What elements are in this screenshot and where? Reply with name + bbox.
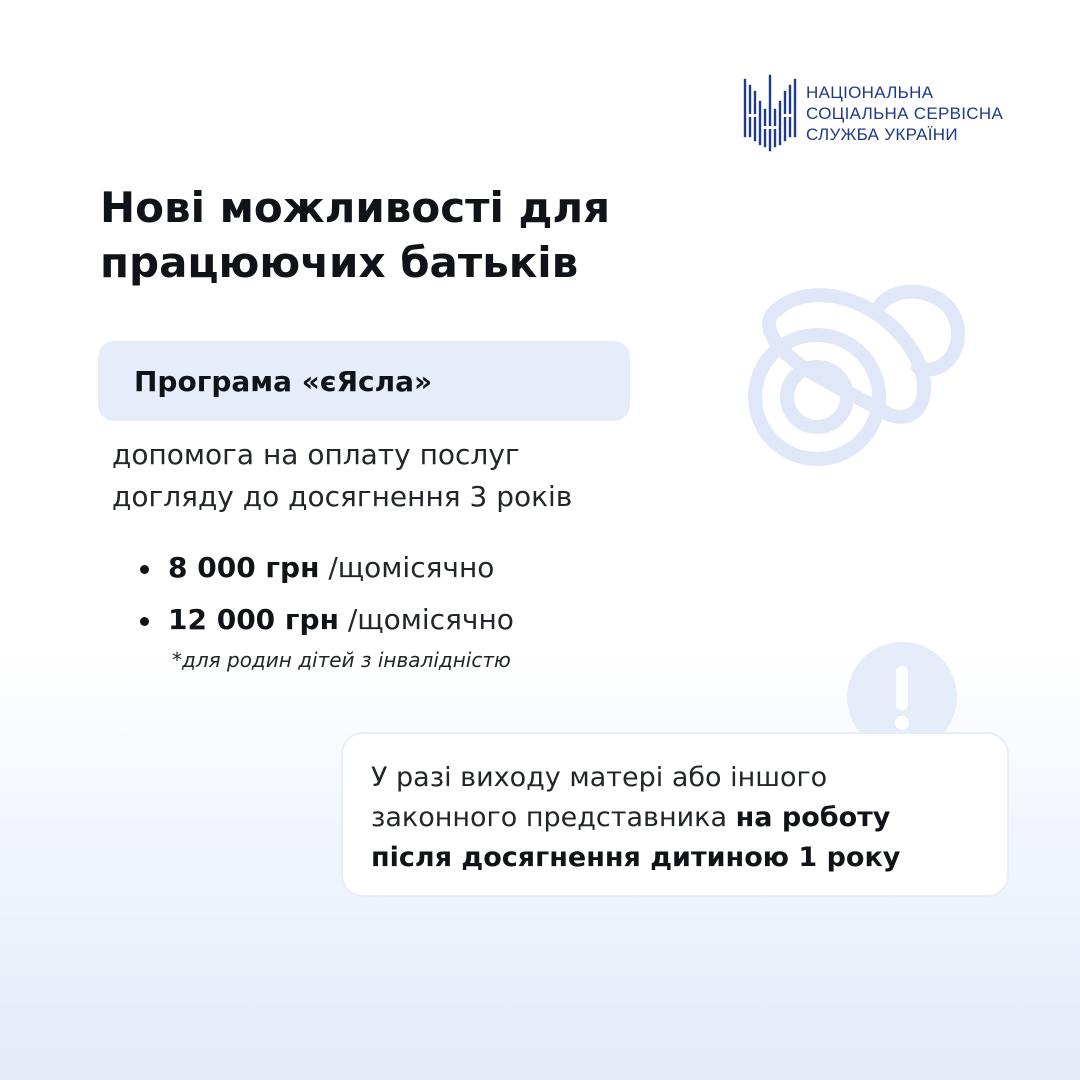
description-line-1: допомога на оплату послуг (112, 438, 520, 471)
logo-line-1: НАЦІОНАЛЬНА (806, 82, 934, 102)
logo-line-2: СОЦІАЛЬНА СЕРВІСНА (806, 103, 1004, 123)
logo-text (806, 82, 1003, 145)
alert-line-2-regular: законного представника (371, 802, 736, 833)
list-item (138, 545, 514, 597)
nssu-trident-logo-icon (742, 74, 798, 152)
alert-line-2-bold: на роботу (735, 802, 891, 833)
bullet-icon (140, 617, 149, 626)
title-line-1: Нові можливості для (100, 183, 611, 232)
alert-line-1: У разі виходу матері або іншого (371, 762, 828, 793)
exclamation-bar (896, 666, 908, 710)
amount-value: 8 000 грн (168, 551, 320, 584)
alert-line-3 (371, 838, 1007, 878)
exclamation-dot (895, 716, 909, 730)
alert-line-3-bold: після досягнення дитиною 1 року (371, 842, 901, 873)
footnote: *для родин дітей з інвалідністю (172, 648, 511, 672)
alert-line-2 (371, 798, 1007, 838)
page-title (100, 180, 610, 290)
description-line-2: догляду до досягнення 3 років (112, 480, 573, 513)
program-badge: Програма «єЯсла» (98, 341, 630, 421)
title-line-2: працюючих батьків (100, 238, 579, 287)
list-item (138, 597, 514, 649)
program-description (112, 434, 572, 518)
amount-period: /щомісячно (319, 551, 495, 584)
logo-line-3: СЛУЖБА УКРАЇНИ (806, 124, 958, 144)
bullet-icon (140, 565, 149, 574)
amount-list (138, 545, 514, 649)
amount-period: /щомісячно (338, 603, 514, 636)
alert-card (341, 732, 1009, 897)
pacifier-icon (730, 275, 970, 475)
amount-value: 12 000 грн (168, 603, 339, 636)
logo (742, 74, 1003, 152)
